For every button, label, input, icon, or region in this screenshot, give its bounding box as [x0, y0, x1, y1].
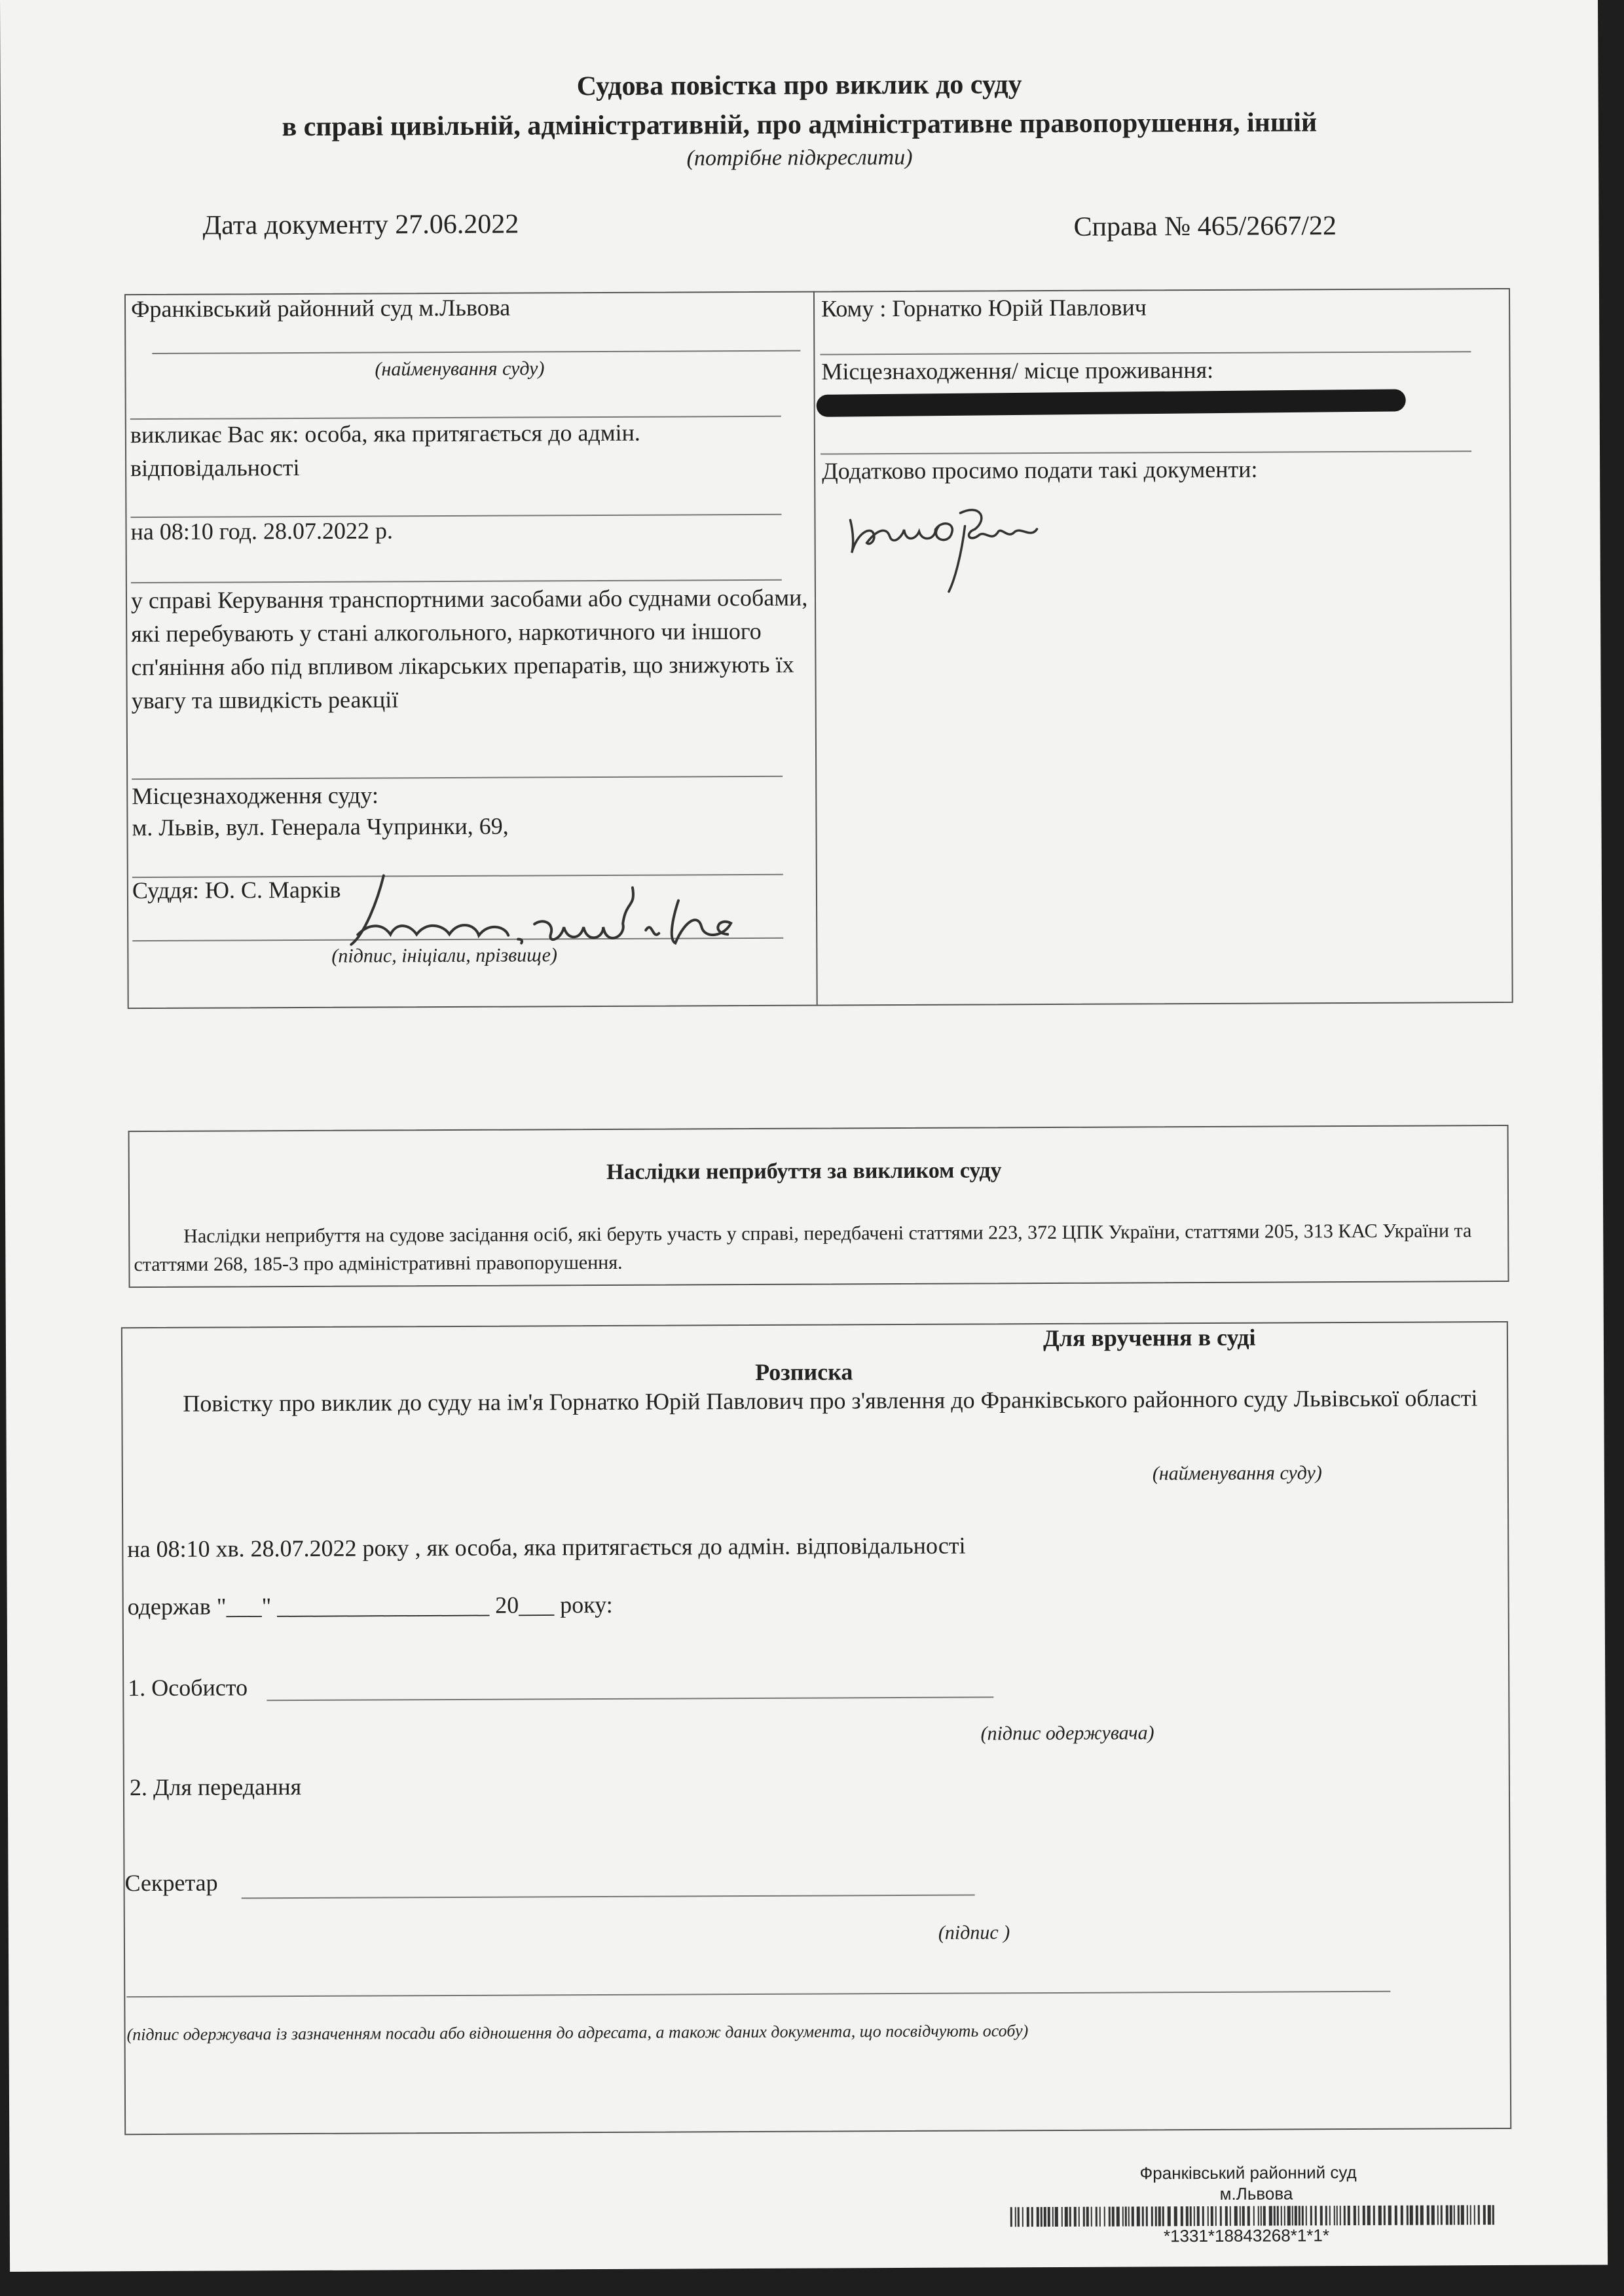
barcode-bar	[1274, 2206, 1276, 2226]
barcode-bar	[1202, 2206, 1204, 2226]
barcode-bar	[1263, 2206, 1266, 2226]
barcode-bar	[1269, 2206, 1272, 2226]
barcode-bar	[1441, 2205, 1443, 2225]
barcode-bar	[1302, 2206, 1304, 2225]
barcode-bar	[1373, 2206, 1375, 2225]
barcode-bar	[1337, 2206, 1338, 2225]
barcode-bar	[1284, 2206, 1285, 2225]
barcode-bar	[1146, 2206, 1148, 2226]
barcode-bar	[1384, 2206, 1386, 2225]
barcode-bar	[1010, 2207, 1012, 2227]
barcode-bar	[1158, 2206, 1161, 2226]
barcode-bar	[1344, 2206, 1346, 2225]
secretary-label: Секретар	[124, 1869, 218, 1897]
barcode-bar	[1132, 2206, 1134, 2226]
barcode-bar	[1162, 2206, 1164, 2226]
barcode-bar	[1091, 2207, 1092, 2227]
barcode-bar	[1483, 2205, 1486, 2225]
barcode-bar	[1416, 2206, 1418, 2225]
barcode-bar	[1079, 2207, 1080, 2227]
footer-city: м.Львова	[1219, 2183, 1293, 2204]
document-date: Дата документу 27.06.2022	[202, 209, 519, 241]
barcode-bar	[1474, 2205, 1475, 2225]
barcode-bar	[1325, 2206, 1327, 2225]
receipt-title: Розписка	[755, 1358, 853, 1385]
barcode-bar	[1142, 2206, 1144, 2226]
barcode-bar	[1037, 2207, 1039, 2227]
barcode-bar	[1174, 2206, 1177, 2226]
barcode-bar	[1458, 2205, 1460, 2225]
barcode-bar	[1247, 2206, 1250, 2226]
barcode-bar	[1125, 2207, 1127, 2227]
barcode-bar	[1155, 2206, 1157, 2226]
received-line: одержав "___" __________________ 20___ року:	[127, 1591, 613, 1620]
barcode-bar	[1253, 2206, 1255, 2226]
barcode-bar	[1258, 2206, 1259, 2226]
barcode-bar	[1190, 2206, 1192, 2226]
barcode-bar	[1109, 2207, 1111, 2227]
barcode-bar	[1329, 2206, 1331, 2225]
barcode-bar	[1186, 2206, 1189, 2226]
barcode-bar	[1388, 2206, 1392, 2225]
barcode-bar	[1454, 2205, 1455, 2225]
barcode-bar	[1334, 2206, 1335, 2225]
judge-name: Суддя: Ю. С. Марків	[132, 876, 341, 904]
barcode-bar	[1048, 2207, 1050, 2227]
court-location-value: м. Львів, вул. Генерала Чупринки, 69,	[132, 812, 509, 841]
footer-court: Франківський районний суд	[1139, 2162, 1357, 2183]
case-number: Справа № 465/2667/22	[1073, 211, 1337, 242]
barcode-bar	[1044, 2207, 1046, 2227]
barcode-bar	[1461, 2205, 1464, 2225]
receipt-footnote: (підпис одержувача із зазначенням посади або відношення до адресата, а також даних документа, що посвідчують особу)	[126, 2021, 1029, 2045]
barcode-bar	[1420, 2206, 1424, 2225]
barcode-bar	[1208, 2206, 1209, 2226]
barcode-bar	[1306, 2206, 1307, 2225]
barcode-bar	[1065, 2207, 1068, 2227]
barcode-bar	[1488, 2205, 1491, 2225]
residence-label: Місцезнаходження/ місце проживання:	[821, 356, 1214, 385]
barcode-bar	[1310, 2206, 1312, 2225]
barcode-bar	[1287, 2206, 1291, 2225]
barcode	[1010, 2205, 1505, 2227]
court-name-caption: (найменування суду)	[375, 357, 545, 380]
barcode-bar	[1431, 2205, 1435, 2225]
barcode-bar	[1242, 2206, 1245, 2226]
signature-caption: (підпис, ініціали, прізвище)	[331, 944, 557, 967]
barcode-bar	[1104, 2207, 1105, 2227]
barcode-bar	[1363, 2206, 1365, 2225]
barcode-bar	[1467, 2205, 1468, 2225]
barcode-bar	[1240, 2206, 1241, 2226]
for-court-label: Для вручення в суді	[1043, 1324, 1256, 1352]
subtitle-note: (потрібне підкреслити)	[686, 145, 913, 171]
barcode-bar	[1234, 2206, 1238, 2226]
barcode-bar	[1031, 2207, 1033, 2227]
barcode-bar	[1354, 2206, 1356, 2225]
barcode-bar	[1295, 2206, 1297, 2225]
receipt-line2: на 08:10 хв. 28.07.2022 року , як особа, яка притягається до адмін. відповідальності	[127, 1532, 966, 1563]
barcode-bar	[1015, 2207, 1016, 2227]
barcode-bar	[1315, 2206, 1317, 2225]
barcode-bar	[1215, 2206, 1217, 2226]
barcode-bar	[1320, 2206, 1323, 2225]
barcode-bar	[1395, 2206, 1397, 2225]
barcode-bar	[1211, 2206, 1213, 2226]
barcode-bar	[1194, 2206, 1195, 2226]
barcode-bar	[1069, 2207, 1071, 2227]
barcode-bar	[1261, 2206, 1262, 2226]
barcode-bar	[1358, 2206, 1359, 2225]
court-name: Франківський районний суд м.Львова	[130, 294, 511, 323]
barcode-bar	[1492, 2205, 1494, 2225]
hearing-time: на 08:10 год. 28.07.2022 р.	[130, 517, 394, 545]
court-location-label: Місцезнаходження суду:	[132, 782, 378, 810]
barcode-text: *1331*18843268*1*1*	[1163, 2225, 1330, 2246]
barcode-bar	[1041, 2207, 1043, 2227]
barcode-bar	[1197, 2206, 1200, 2226]
barcode-bar	[1083, 2207, 1085, 2227]
barcode-bar	[1378, 2206, 1382, 2225]
barcode-bar	[1340, 2206, 1341, 2225]
for-transfer-label: 2. Для передання	[129, 1774, 302, 1801]
barcode-bar	[1074, 2207, 1077, 2227]
barcode-bar	[1292, 2206, 1293, 2225]
barcode-bar	[1348, 2206, 1350, 2225]
barcode-bar	[1478, 2205, 1480, 2225]
summons-as: викликає Вас як: особа, яка притягається до адмін. відповідальності	[130, 419, 640, 482]
barcode-bar	[1410, 2206, 1413, 2225]
barcode-bar	[1225, 2206, 1228, 2226]
barcode-bar	[1450, 2205, 1452, 2225]
barcode-bar	[1018, 2207, 1020, 2227]
barcode-bar	[1427, 2206, 1430, 2225]
consequences-title: Наслідки неприбуття за викликом суду	[606, 1158, 1002, 1184]
judge-signature-handwriting	[344, 861, 738, 961]
personally-label: 1. Особисто	[128, 1674, 248, 1702]
barcode-bar	[1022, 2207, 1024, 2227]
barcode-bar	[1281, 2206, 1282, 2225]
receipt-box	[121, 1321, 1511, 2135]
barcode-bar	[1299, 2206, 1301, 2225]
barcode-bar	[1446, 2205, 1449, 2225]
court-caption: (найменування суду)	[1152, 1462, 1322, 1485]
barcode-bar	[1112, 2207, 1115, 2227]
consequences-text: Наслідки неприбуття на судове засідання осіб, які беруть участь у справі, передбачені статтями 223, 372 ЦПК України, статтями 205, 313 КАС України та статтями 268, 185-3 про адміністративні правопорушення.	[134, 1220, 1472, 1276]
barcode-bar	[1401, 2206, 1403, 2225]
barcode-bar	[1055, 2207, 1058, 2227]
barcode-bar	[1277, 2206, 1279, 2226]
barcode-bar	[1367, 2206, 1371, 2225]
barcode-bar	[1407, 2206, 1409, 2225]
extra-documents-label: Додатково просимо подати такі документи:	[822, 456, 1258, 484]
signature-caption-2: (підпис )	[938, 1922, 1010, 1944]
barcode-bar	[1137, 2206, 1140, 2226]
barcode-bar	[1168, 2206, 1171, 2226]
barcode-bar	[1052, 2207, 1054, 2227]
barcode-bar	[1116, 2207, 1120, 2227]
barcode-bar	[1128, 2207, 1130, 2227]
document-subtitle: в справі цивільній, адміністративній, про адміністративне правопорушення, іншій	[282, 107, 1318, 143]
barcode-bar	[1181, 2206, 1183, 2226]
barcode-bar	[1151, 2206, 1153, 2226]
recipient-signature-caption: (підпис одержувача)	[980, 1722, 1154, 1745]
barcode-bar	[1437, 2205, 1439, 2225]
recipient-name: Кому : Горнатко Юрій Павлович	[821, 294, 1147, 322]
case-matter: у справі Керування транспортними засобами або суднами особами, які перебувають у стані алкогольного, наркотичного чи іншого сп'яніння або під впливом лікарських препаратів, що знижують їх увагу та швидкість реакції	[130, 584, 808, 714]
barcode-bar	[1220, 2206, 1222, 2226]
document-title: Судова повістка про виклик до суду	[576, 69, 1022, 102]
barcode-bar	[1470, 2205, 1471, 2225]
barcode-bar	[1122, 2207, 1124, 2227]
barcode-bar	[1027, 2207, 1029, 2227]
barcode-bar	[1099, 2207, 1101, 2227]
barcode-bar	[1061, 2207, 1063, 2227]
receipt-line1: Повістку про виклик до суду на ім'я Горнатко Юрій Павлович про з'явлення до Франківського районного суду Львівської області	[183, 1385, 1478, 1417]
barcode-bar	[1096, 2207, 1098, 2227]
passport-handwriting	[843, 493, 1054, 598]
barcode-bar	[1230, 2206, 1231, 2226]
barcode-bar	[1086, 2207, 1089, 2227]
